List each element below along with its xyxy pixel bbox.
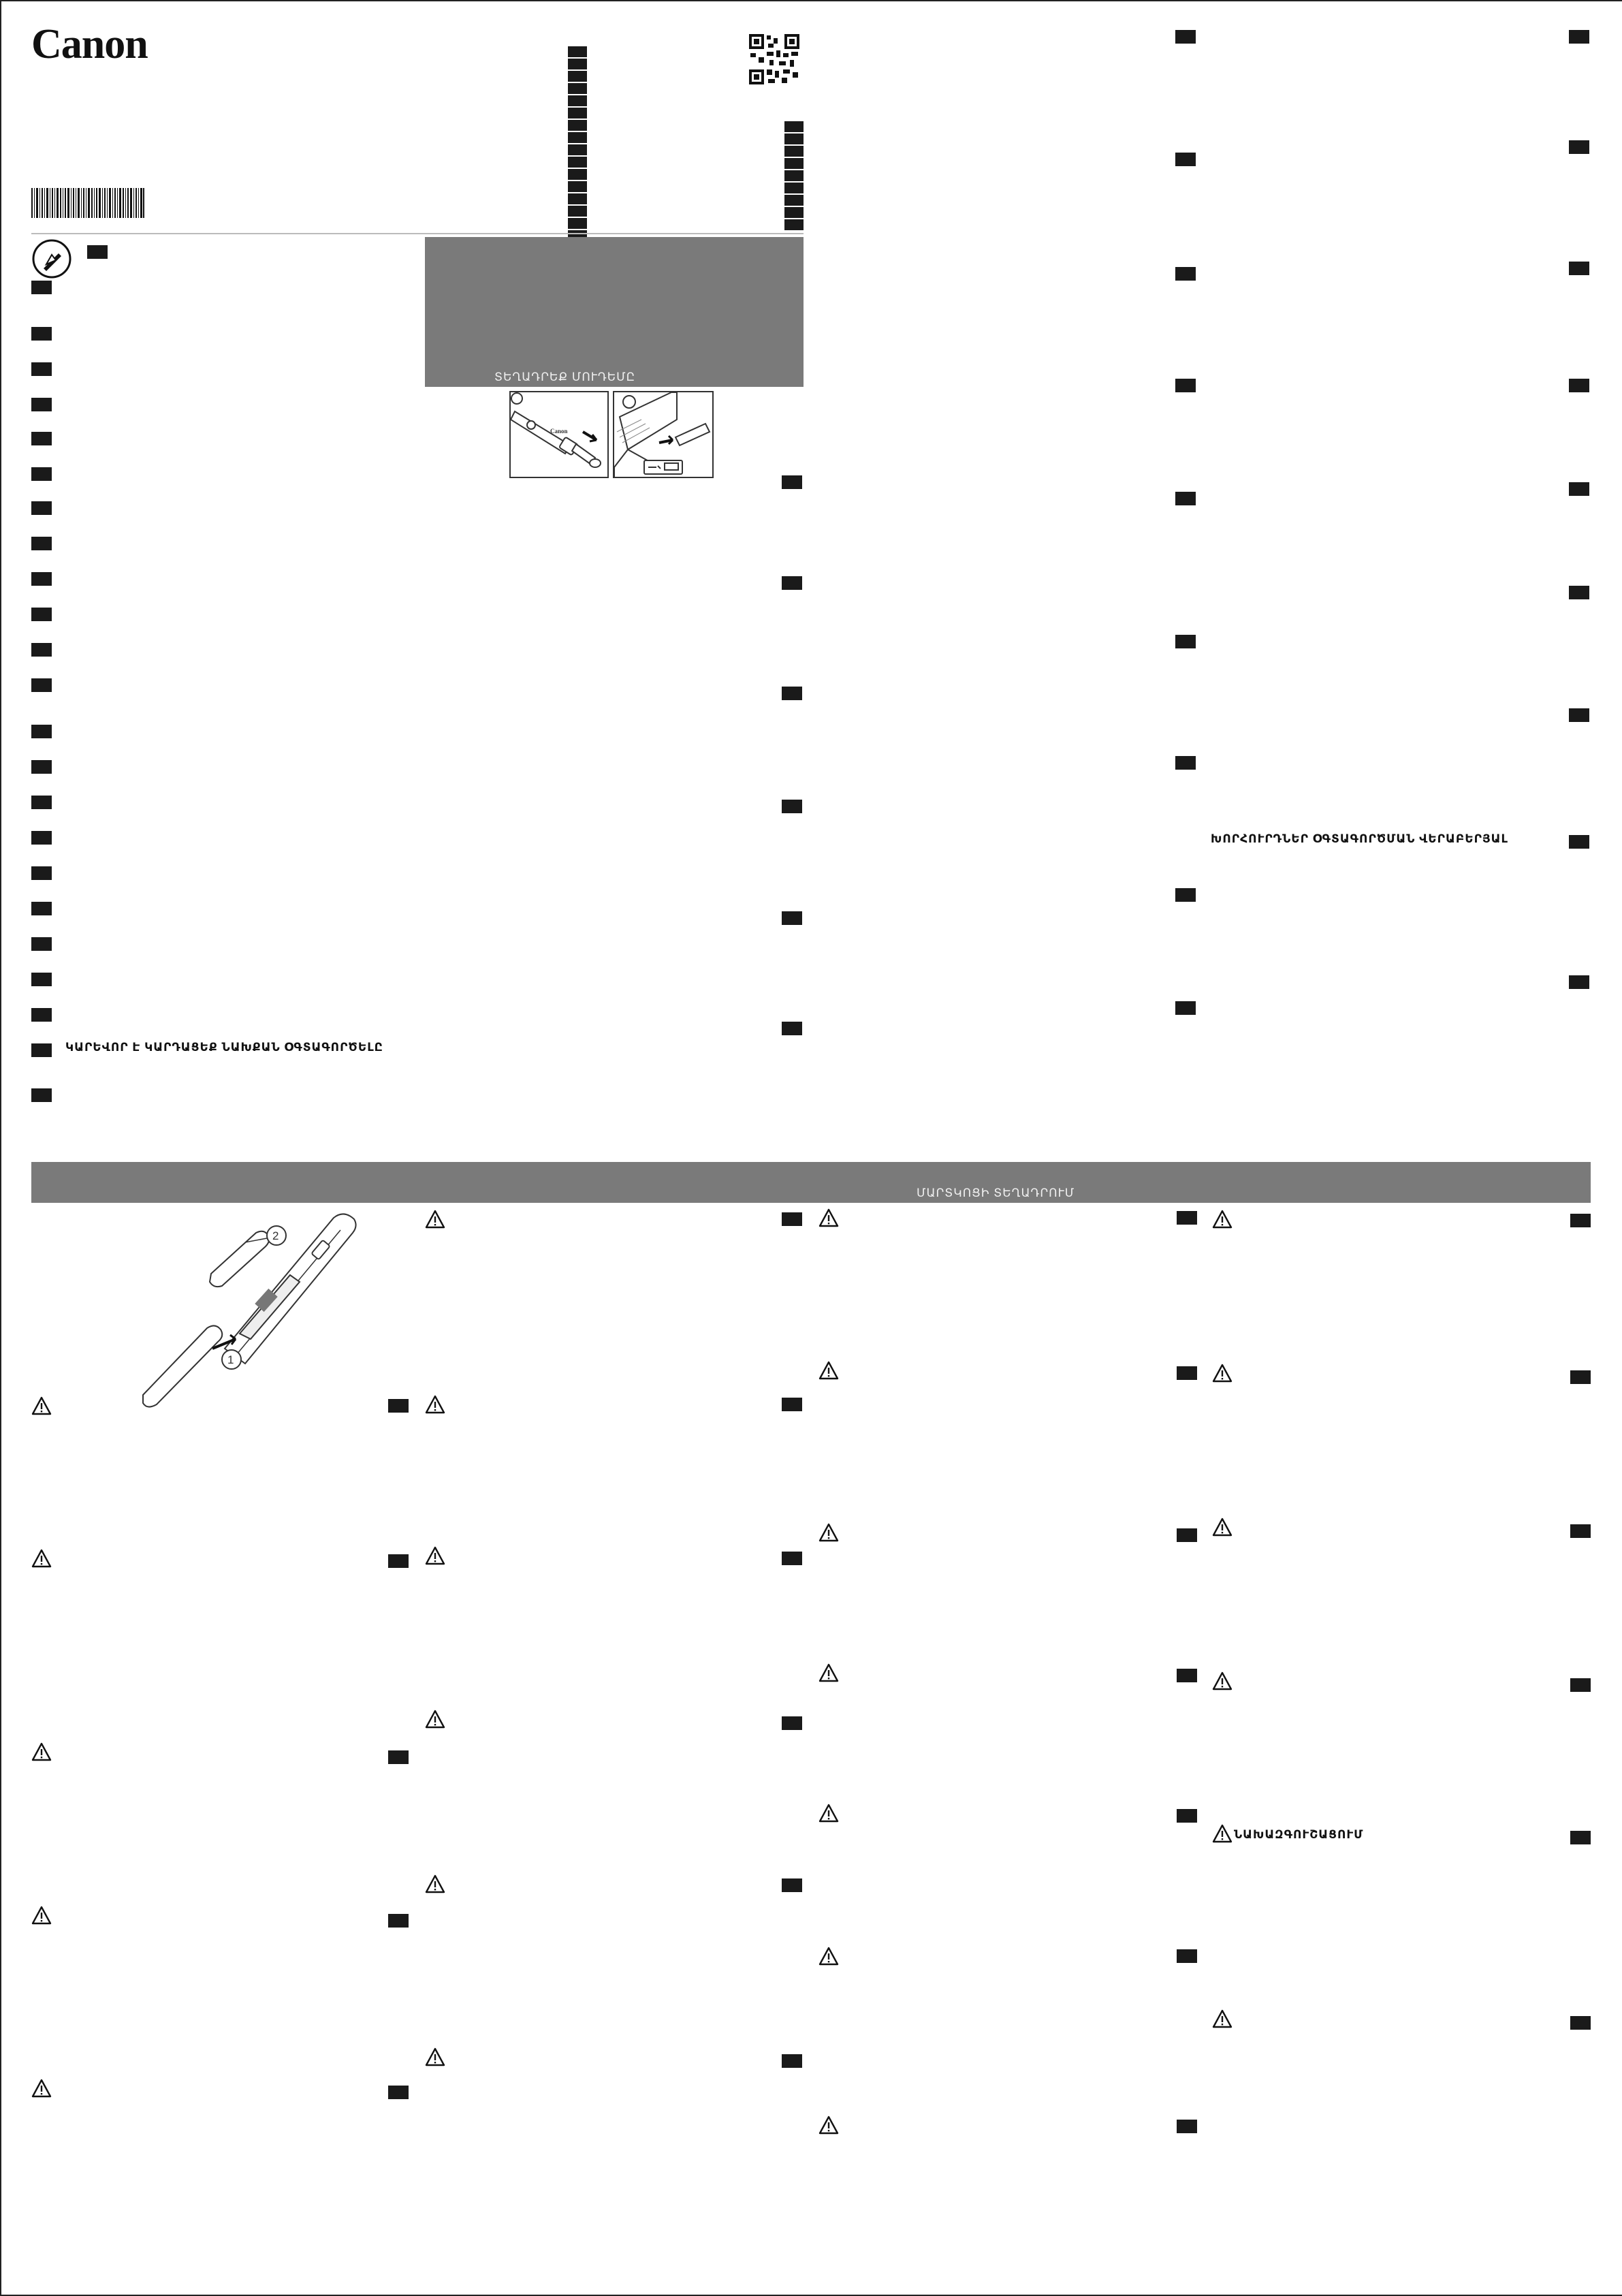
- header-rule: [31, 233, 804, 234]
- warning-triangle-icon: [818, 1523, 839, 1542]
- caution-heading: ՆԱԽԱԶԳՈՒՇԱՑՈՒՄ: [1234, 1828, 1364, 1841]
- language-tag: [87, 245, 108, 259]
- warning-triangle-icon: [425, 2047, 445, 2066]
- warning-triangle-icon: [818, 1804, 839, 1823]
- warning-triangle-icon: [31, 2079, 52, 2098]
- step-2-label: 2: [272, 1229, 279, 1242]
- warning-triangle-icon: [1212, 1671, 1233, 1690]
- setup-band: [425, 237, 804, 387]
- setup-band-caption: ՏԵՂԱԴՐԵՔ ՄՈՒԴԵՄԸ: [494, 371, 636, 383]
- svg-text:Canon: Canon: [550, 428, 568, 435]
- warning-triangle-icon: [31, 1396, 52, 1415]
- battery-band: [31, 1162, 1591, 1203]
- barcode-icon: [31, 188, 144, 218]
- warning-triangle-icon: [425, 1710, 445, 1729]
- warning-triangle-icon: [1212, 2009, 1233, 2028]
- warning-triangle-icon: [425, 1546, 445, 1565]
- pointer-receiver-figure: [509, 391, 609, 478]
- qr-code-icon: [749, 34, 799, 84]
- usage-tips-heading: ԽՈՐՀՈՒՐԴՆԵՐ ՕԳՏԱԳՈՐԾՄԱՆ ՎԵՐԱԲԵՐՅԱԼ: [1211, 832, 1508, 845]
- safe-use-heading: ԿԱՐԵՎՈՐ Է ԿԱՐԴԱՑԵՔ ՆԱԽՔԱՆ ՕԳՏԱԳՈՐԾԵԼԸ: [65, 1041, 383, 1054]
- warning-triangle-icon: [1212, 1517, 1233, 1537]
- warning-triangle-icon: [1212, 1364, 1233, 1383]
- warning-triangle-icon: [31, 1742, 52, 1761]
- warning-triangle-icon: [1212, 1210, 1233, 1229]
- warning-triangle-icon: [818, 1947, 839, 1966]
- warning-triangle-icon: [31, 1549, 52, 1568]
- warning-triangle-icon: [425, 1210, 445, 1229]
- warning-triangle-icon: [425, 1874, 445, 1893]
- battery-installation-figure: [136, 1206, 368, 1410]
- step-1-label: 1: [227, 1353, 234, 1366]
- warning-triangle-icon: [818, 1361, 839, 1380]
- laptop-usb-figure: [613, 391, 714, 478]
- warning-triangle-icon: [31, 1906, 52, 1925]
- warning-triangle-icon: [818, 1208, 839, 1227]
- warning-triangle-icon: [818, 2116, 839, 2135]
- warning-triangle-icon: [818, 1663, 839, 1682]
- battery-band-caption: ՄԱՐՏԿՈՑԻ ՏԵՂԱԴՐՈՒՄ: [917, 1186, 1075, 1199]
- warning-triangle-icon: [1212, 1824, 1233, 1843]
- warning-triangle-icon: [425, 1395, 445, 1414]
- laser-pointer-icon: [31, 238, 72, 279]
- canon-logo: Canon: [31, 21, 148, 67]
